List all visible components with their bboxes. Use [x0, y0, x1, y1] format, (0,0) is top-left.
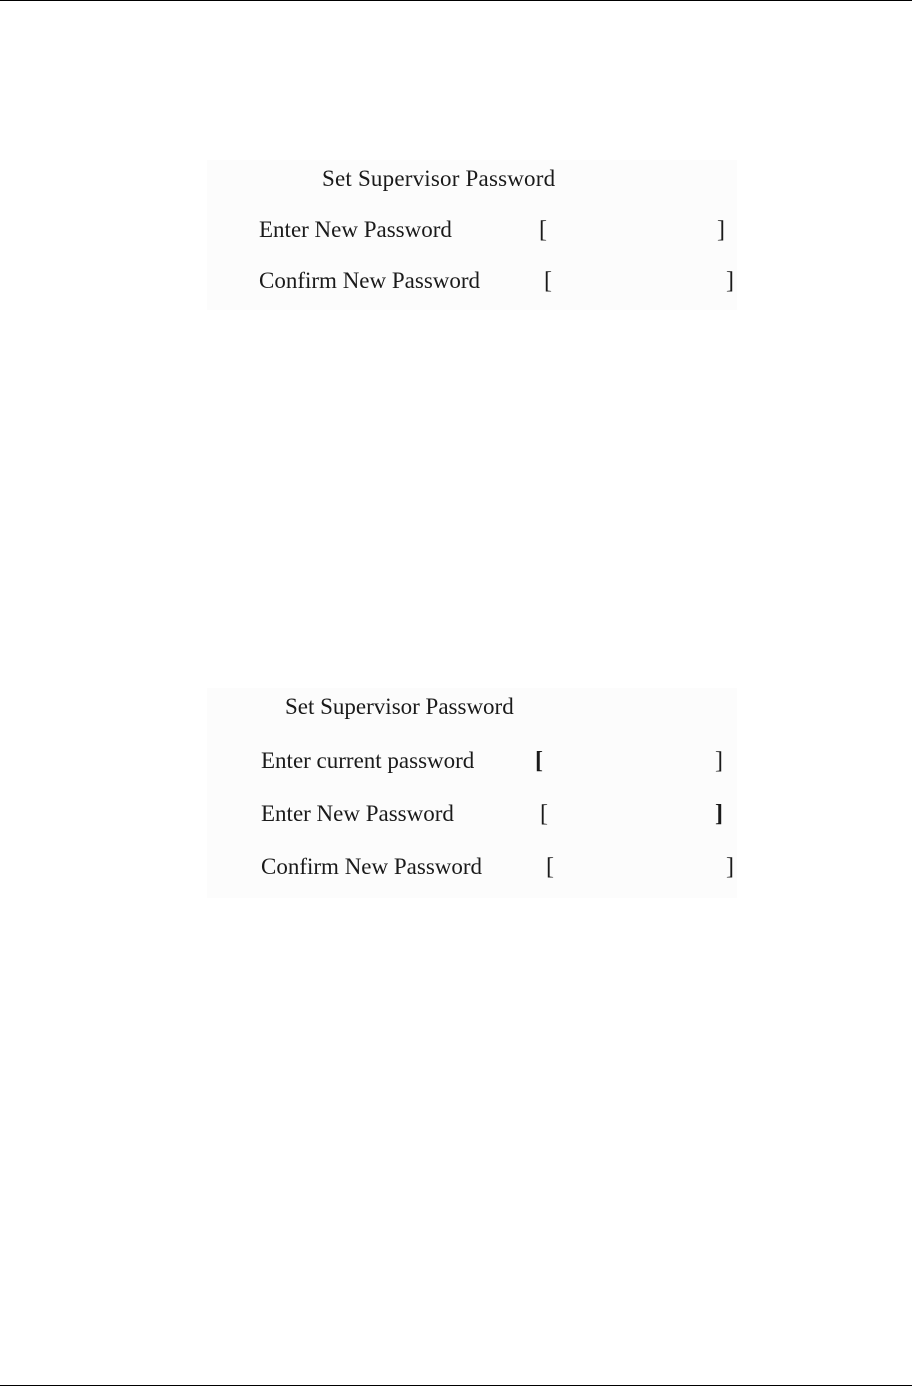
enter-new-password-field[interactable]: [539, 218, 725, 246]
confirm-new-password-field[interactable]: [546, 855, 734, 883]
enter-new-password-label: Enter New Password: [259, 217, 452, 242]
enter-current-password-row: [261, 749, 731, 779]
dialog-title: Set Supervisor Password: [285, 694, 514, 719]
header-rule: [0, 0, 912, 1]
enter-new-password-row: [259, 218, 729, 248]
enter-new-password-field[interactable]: [540, 802, 723, 830]
change-supervisor-password-dialog: [207, 688, 737, 898]
field-close-bracket: ]: [715, 748, 723, 774]
dialog-title: Set Supervisor Password: [322, 166, 556, 191]
confirm-new-password-row: [261, 854, 734, 885]
field-close-bracket: ]: [726, 268, 734, 294]
confirm-new-password-field[interactable]: [544, 269, 734, 297]
field-open-bracket: [: [546, 854, 554, 880]
field-close-bracket: ]: [726, 854, 734, 880]
set-supervisor-password-dialog: [207, 160, 737, 310]
enter-new-password-row: [261, 802, 731, 832]
field-open-bracket: [: [539, 217, 547, 243]
confirm-new-password-row: [259, 268, 734, 299]
footer-rule: [0, 1385, 912, 1386]
field-open-bracket: [: [544, 268, 552, 294]
field-close-bracket: ]: [717, 217, 725, 243]
enter-new-password-label: Enter New Password: [261, 801, 454, 826]
field-close-bracket: ]: [715, 801, 723, 827]
field-open-bracket: [: [535, 748, 543, 774]
enter-current-password-field[interactable]: [535, 749, 723, 777]
confirm-new-password-label: Confirm New Password: [259, 268, 481, 293]
enter-current-password-label: Enter current password: [261, 748, 475, 773]
confirm-new-password-label: Confirm New Password: [261, 854, 483, 879]
field-open-bracket: [: [540, 801, 548, 827]
